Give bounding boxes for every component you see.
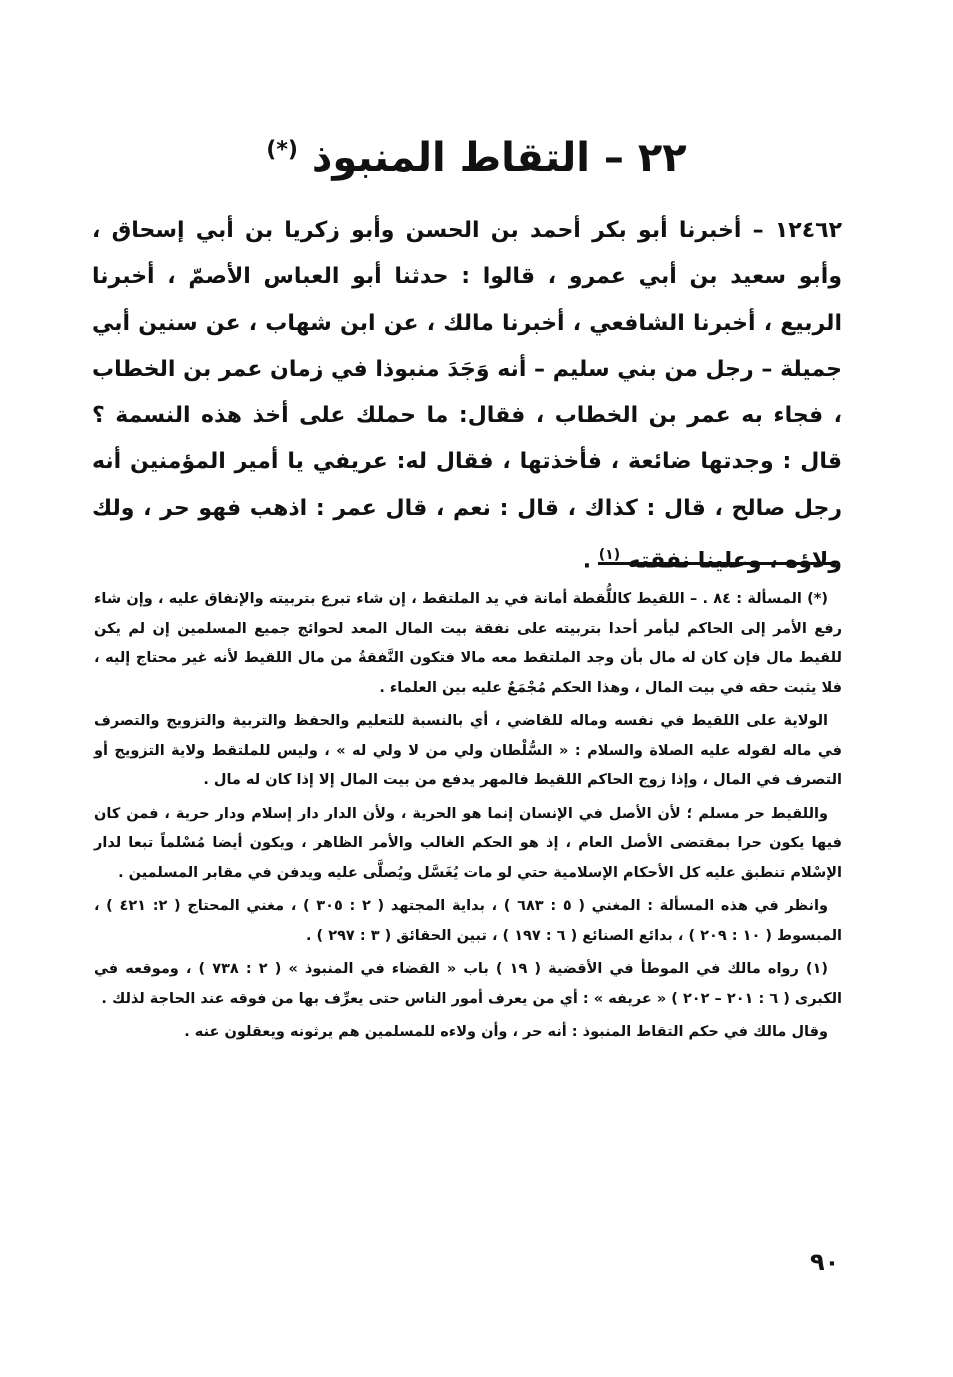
footnote-separator [598,562,836,565]
chapter-title-text: ٢٢ – التقاط المنبوذ [311,135,687,181]
hadith-end-mark: . [582,548,599,574]
page-number: ٩٠ [810,1248,840,1276]
footnote-masala: (*) المسألة : ٨٤ . – اللقيط كاللُّقطة أمانة في يد الملتقط ، إن شاء تبرع بتربيته والإنفاق عليه ، وإن شاء رفع الأمر إلى الحاكم ليأمر أحدا بتربيته على نفقة بيت المال المعد لحوائج جميع المسلمين إن لم يكن للقيط مال فإن كان له مال بأن وجد الملتقط معه مالا فتكون النَّفقةُ من مال اللقيط لأنه غير محتاج إليه ، فلا يثبت حقه في بيت المال ، وهذا الحكم مُجْمَعٌ عليه بين العلماء . [94,591,842,696]
footnotes-block [94,585,842,1052]
hadith-text-block [92,208,842,585]
hadith-text: ١٢٤٦٢ – أخبرنا أبو بكر أحمد بن الحسن وأبو زكريا بن أبي إسحاق ، وأبو سعيد بن أبي عمرو ، قالوا : حدثنا أبو العباس الأصمّ ، أخبرنا الربيع ، أخبرنا الشافعي ، أخبرنا مالك ، عن ابن شهاب ، عن سنين أبي جميلة – رجل من بني سليم – أنه وَجَدَ منبوذا في زمان عمر بن الخطاب ، فجاء به عمر بن الخطاب ، فقال: ما حملك على أخذ هذه النسمة ؟ قال : وجدتها ضائعة ، فأخذتها ، فقال له: عريفي يا أمير المؤمنين أنه رجل صالح ، قال : كذاك ، قال : نعم ، قال عمر : اذهب فهو حر ، ولك ولاؤه ، وعلينا نفقته [92,218,842,574]
footnote-hurriya: واللقيط حر مسلم ؛ لأن الأصل في الإنسان إنما هو الحرية ، ولأن الدار دار إسلام ودار حرية ، فمن كان فيها يكون حرا بمقتضى الأصل العام ، إذ هو الحكم الغالب والأمر الظاهر ، ويكون أيضا مُسْلماً تبعا لدار الإسْلام تنطبق عليه كل الأحكام الإسلامية حتي لو مات يُغَسَّل ويُصلَّى عليه ويدفن في مقابر المسلمين . [94,805,842,881]
footnote-one: (١) رواه مالك في الموطأ في الأقضية ( ١٩ ) باب « القضاء في المنبوذ » ( ٢ : ٧٣٨ ) ، وموقعه في الكبرى ( ٦ : ٢٠١ – ٢٠٢ ) « عريفه » : أي من يعرف أمور الناس حتى يعرِّف بها من فوقه عند الحاجة لذلك . [94,961,842,1007]
chapter-title-marker: (*) [266,137,298,163]
footnote-references: وانظر في هذه المسألة : المغني ( ٥ : ٦٨٣ ) ، بداية المجتهد ( ٢ : ٣٠٥ ) ، مغني المحتاج ( ٢: ٤٢١ ) ، المبسوط ( ١٠ : ٢٠٩ ) ، بدائع الصنائع ( ٦ : ١٩٧ ) ، تبين الحقائق ( ٣ : ٢٩٧ ) . [94,898,842,944]
chapter-title [0,128,953,188]
footnote-malik: وقال مالك في حكم التقاط المنبوذ : أنه حر ، وأن ولاءه للمسلمين هم يرثونه ويعقلون عنه . [184,1024,828,1040]
footnote-reference: (١) [598,547,621,564]
hadith-paragraph [92,208,842,585]
footnote-wilaya: الولاية على اللقيط في نفسه وماله للقاضي ، أي بالنسبة للتعليم والحفظ والتربية والتزويج والتصرف في ماله لقوله عليه الصلاة والسلام : « السُّلْطان ولي من لا ولي له » ، وليس للملتقط ولاية التزويج أو التصرف في المال ، وإذا زوج الحاكم اللقيط فالمهر يدفع من بيت المال إلا إذا كان له مال . [94,713,842,788]
